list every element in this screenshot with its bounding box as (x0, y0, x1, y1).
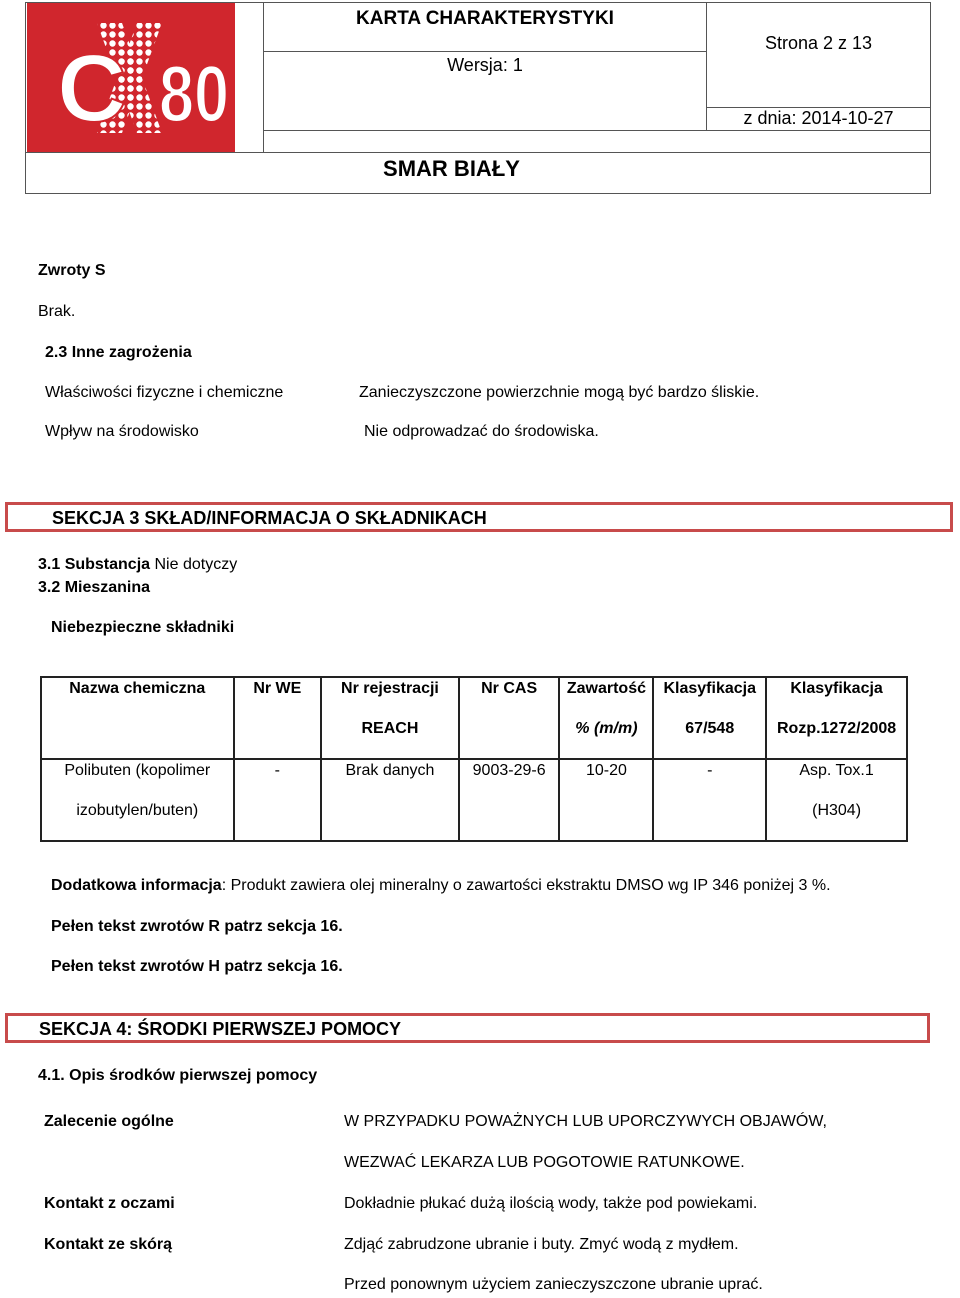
substance-value: Nie dotyczy (150, 556, 238, 573)
general-advice-line-1: W PRZYPADKU POWAŻNYCH LUB UPORCZYWYCH OBJAWÓW, (344, 1113, 827, 1130)
general-advice-line-2: WEZWAĆ LEKARZA LUB POGOTOWIE RATUNKOWE. (344, 1154, 745, 1171)
components-table (40, 676, 908, 842)
document-date: z dnia: 2014-10-27 (743, 108, 894, 128)
svg-text:C: C (57, 35, 127, 142)
r-phrases-note: Pełen tekst zwrotów R patrz sekcja 16. (51, 918, 343, 935)
header-classification-67-548: Klasyfikacja 67/548 (653, 677, 766, 759)
environment-label: Wpływ na środowisko (45, 423, 199, 440)
header-ec-number: Nr WE (234, 677, 322, 759)
additional-info-label: Dodatkowa informacja (51, 877, 222, 894)
svg-text:80: 80 (159, 49, 229, 138)
additional-info (51, 877, 831, 895)
substance-line (38, 556, 237, 574)
additional-info-text: : Produkt zawiera olej mineralny o zawartości ekstraktu DMSO wg IP 346 poniżej 3 %. (221, 877, 831, 894)
header-chemical-name: Nazwa chemiczna (41, 677, 234, 759)
environment-value: Nie odprowadzać do środowiska. (364, 423, 599, 440)
page-number: Strona 2 z 13 (764, 33, 873, 53)
header-reach-number: Nr rejestracji REACH (321, 677, 459, 759)
cell-classification-1272-2008: Asp. Tox.1 (H304) (766, 759, 907, 841)
skin-contact-line-2: Przed ponownym użyciem zanieczyszczone ubranie uprać. (344, 1276, 763, 1293)
hazardous-components-heading: Niebezpieczne składniki (51, 619, 235, 636)
cell-reach-number: Brak danych (321, 759, 459, 841)
mixture-heading: 3.2 Mieszanina (38, 579, 151, 596)
product-name: SMAR BIAŁY (383, 156, 520, 181)
table-header-row (41, 677, 907, 759)
substance-label: 3.1 Substancja (38, 556, 151, 573)
version-label: Wersja: 1 (447, 55, 523, 75)
physchem-label: Właściwości fizyczne i chemiczne (45, 384, 284, 401)
h-phrases-note: Pełen tekst zwrotów H patrz sekcja 16. (51, 958, 343, 975)
section-3-title: SEKCJA 3 SKŁAD/INFORMACJA O SKŁADNIKACH (52, 508, 487, 528)
skin-contact-line-1: Zdjąć zabrudzone ubranie i buty. Zmyć wodą z mydłem. (344, 1236, 739, 1253)
header-content: Zawartość % (m/m) (559, 677, 653, 759)
section-4-title: SEKCJA 4: ŚRODKI PIERWSZEJ POMOCY (39, 1019, 402, 1039)
first-aid-heading: 4.1. Opis środków pierwszej pomocy (38, 1067, 318, 1084)
header-classification-1272-2008: Klasyfikacja Rozp.1272/2008 (766, 677, 907, 759)
header-cas-number: Nr CAS (459, 677, 560, 759)
cell-chemical-name: Polibuten (kopolimer izobutylen/buten) (41, 759, 234, 841)
section-3-bar (5, 502, 953, 532)
cell-content: 10-20 (559, 759, 653, 841)
eye-contact-value: Dokładnie płukać dużą ilością wody, także pod powiekami. (344, 1195, 758, 1212)
s-phrases-value: Brak. (38, 303, 76, 320)
section-4-bar (5, 1013, 930, 1043)
cell-ec-number: - (234, 759, 322, 841)
logo-graphic (27, 3, 235, 152)
document-title: KARTA CHARAKTERYSTYKI (356, 8, 614, 29)
eye-contact-label: Kontakt z oczami (44, 1195, 175, 1212)
brand-logo (27, 3, 235, 152)
cell-classification-67-548: - (653, 759, 766, 841)
skin-contact-label: Kontakt ze skórą (44, 1236, 173, 1253)
s-phrases-label: Zwroty S (38, 262, 106, 279)
physchem-value: Zanieczyszczone powierzchnie mogą być bardzo śliskie. (359, 384, 760, 401)
other-hazards-heading: 2.3 Inne zagrożenia (45, 344, 192, 361)
general-advice-label: Zalecenie ogólne (44, 1113, 174, 1130)
cell-cas-number: 9003-29-6 (459, 759, 560, 841)
table-row (41, 759, 907, 841)
